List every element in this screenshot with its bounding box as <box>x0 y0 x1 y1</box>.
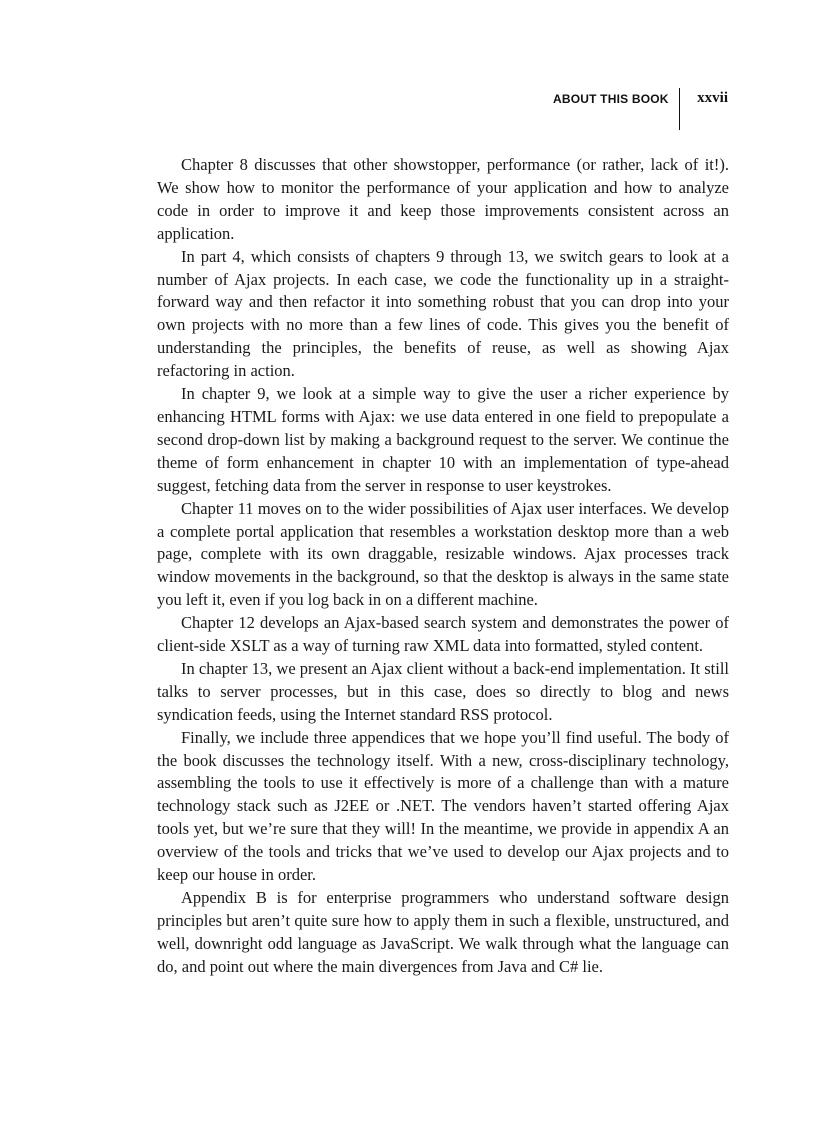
section-title: ABOUT THIS BOOK <box>552 92 669 106</box>
paragraph-part-4: In part 4, which consists of chapters 9 through 13, we switch gears to look at a number of Ajax projects. In each case, we code the functionality up in a straightforward way and then refactor it into something robust that you can drop into your own projects with no more than a few lines of code. This gives you the benefit of understanding the principles, the benefits of reuse, as well as showing Ajax refactoring in action. <box>157 246 729 381</box>
paragraph-appendices: Finally, we include three appendices that we hope you’ll find useful. The body of the book discusses the technology itself. With a new, cross-disciplinary technology, assembling the tools to use it effectively is more of a challenge than with a mature technology stack such as J2EE or .NET. The vendors haven’t started offering Ajax tools yet, but we’re sure that they will! In the meantime, we provide in appendix A an overview of the tools and tricks that we’ve used to develop our Ajax projects and to keep our house in order. <box>157 727 729 885</box>
page-number: xxvii <box>697 90 728 106</box>
header-divider <box>679 88 681 130</box>
paragraph-chapter-13: In chapter 13, we present an Ajax client without a back-end implementation. It still talks to server processes, but in this case, does so directly to blog and news syndication feeds, using the Internet standard RSS protocol. <box>157 658 729 724</box>
paragraph-chapter-11: Chapter 11 moves on to the wider possibilities of Ajax user interfaces. We develop a complete portal application that resembles a workstation desktop more than a web page, complete with its own draggable, resizable windows. Ajax processes track window movements in the background, so that the desktop is always in the same state you left it, even if you log back in on a different machine. <box>157 498 729 610</box>
paragraph-chapter-8: Chapter 8 discusses that other showstopper, performance (or rather, lack of it!). We show how to monitor the performance of your application and how to analyze code in order to improve it and keep those improvements consistent across an application. <box>157 155 729 243</box>
paragraph-appendix-b: Appendix B is for enterprise programmers who understand software design principles but aren’t quite sure how to apply them in such a flexible, unstructured, and well, downright odd language as JavaScript. We walk through what the language can do, and point out where the main divergences from Java and C# lie. <box>157 888 729 976</box>
running-head <box>553 88 728 130</box>
paragraph-chapter-12: Chapter 12 develops an Ajax-based search system and demonstrates the power of client-side XSLT as a way of turning raw XML data into formatted, styled content. <box>157 613 729 656</box>
paragraph-chapter-9: In chapter 9, we look at a simple way to give the user a richer experience by enhancing HTML forms with Ajax: we use data entered in one field to prepopulate a second drop-down list by making a background request to the server. We continue the theme of form enhancement in chapter 10 with an implementation of type-ahead suggest, fetching data from the server in response to user keystrokes. <box>157 384 729 495</box>
body-text <box>157 154 729 979</box>
